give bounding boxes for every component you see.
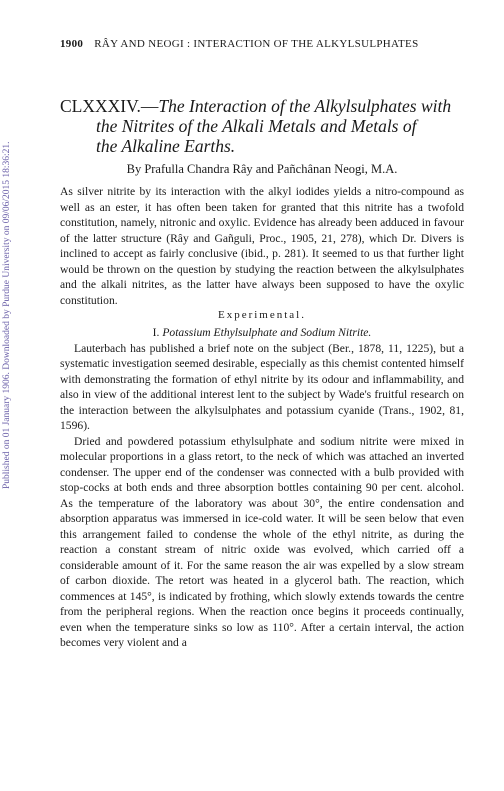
article-number: CLXXXIV.— <box>60 96 159 116</box>
title-line-2: the Nitrites of the Alkali Metals and Metals of <box>96 116 417 136</box>
title-line-1: The Interaction of the Alkylsulphates with <box>158 96 452 116</box>
article-body <box>60 184 464 651</box>
running-head-text: RÂY AND NEOGI : INTERACTION OF THE ALKYLSULPHATES <box>94 38 419 50</box>
journal-page <box>60 38 464 651</box>
section-heading: Experimental. <box>217 309 306 321</box>
running-head <box>60 38 464 50</box>
subsection-heading <box>60 324 464 341</box>
subsection-numeral: I. <box>152 325 160 339</box>
title-line-3: the Alkaline Earths. <box>96 136 236 156</box>
intro-paragraph: As silver nitrite by its interaction with the alkyl iodides yields a nitro-compound as well as an ester, it has often been taken for granted that this nitrite has a twofold constitution, namely, nitronic and oxylic. Evidence has already been adduced in favour of the latter structure (Rây and Gañguli, Proc., 1905, 21, 278), which Dr. Divers is inclined to accept as fairly conclusive (ibid., p. 281). It seemed to us that further light would be thrown on the question by studying the reaction between the alkylsulphates and the alkali nitrites, as the latter have always been supposed to have the oxylic constitution. <box>60 185 464 307</box>
page-number: 1900 <box>60 38 84 50</box>
download-watermark: Published on 01 January 1906. Downloaded by Purdue University on 09/06/2015 18:36:21. <box>2 141 12 489</box>
article-title <box>60 96 464 156</box>
subsection-title: Potassium Ethylsulphate and Sodium Nitrite. <box>162 325 372 339</box>
paragraph-lauterbach: Lauterbach has published a brief note on the subject (Ber., 1878, 11, 1225), but a systematic investigation seemed desirable, especially as this chemist contented himself with demonstrating the formation of ethyl nitrite by its odour and inflammability, and also in view of the additional interest lent to the subject by Wade's fruitful research on the interaction between the alkylsulphates and potassium cyanide (Trans., 1902, 81, 1596). <box>60 341 464 432</box>
paragraph-procedure: Dried and powdered potassium ethylsulphate and sodium nitrite were mixed in molecular proportions in a glass retort, to the neck of which was attached an inverted condenser. The upper end of the condenser was connected with a bulb provided with stop-cocks at both ends and three absorption bottles containing 90 per cent. alcohol. As the temperature of the laboratory was about 30°, the entire condensation and absorption apparatus was immersed in ice-cold water. It will be seen below that even this arrangement failed to condense the whole of the ethyl nitrite, as during the reaction a constant stream of nitric oxide was evolved, which carried off a considerable amount of it. For the same reason the air was expelled by a slow stream of carbon dioxide. The retort was heated in a glycerol bath. The reaction, which commences at 145°, is indicated by frothing, which slowly extends towards the centre from the peripheral regions. When the reaction once begins it proceeds continually, even when the temperature sinks so low as 110°. After a certain interval, the action becomes very violent and a <box>60 434 464 649</box>
author-line: By Prafulla Chandra Rây and Pañchânan Neogi, M.A. <box>126 162 398 176</box>
